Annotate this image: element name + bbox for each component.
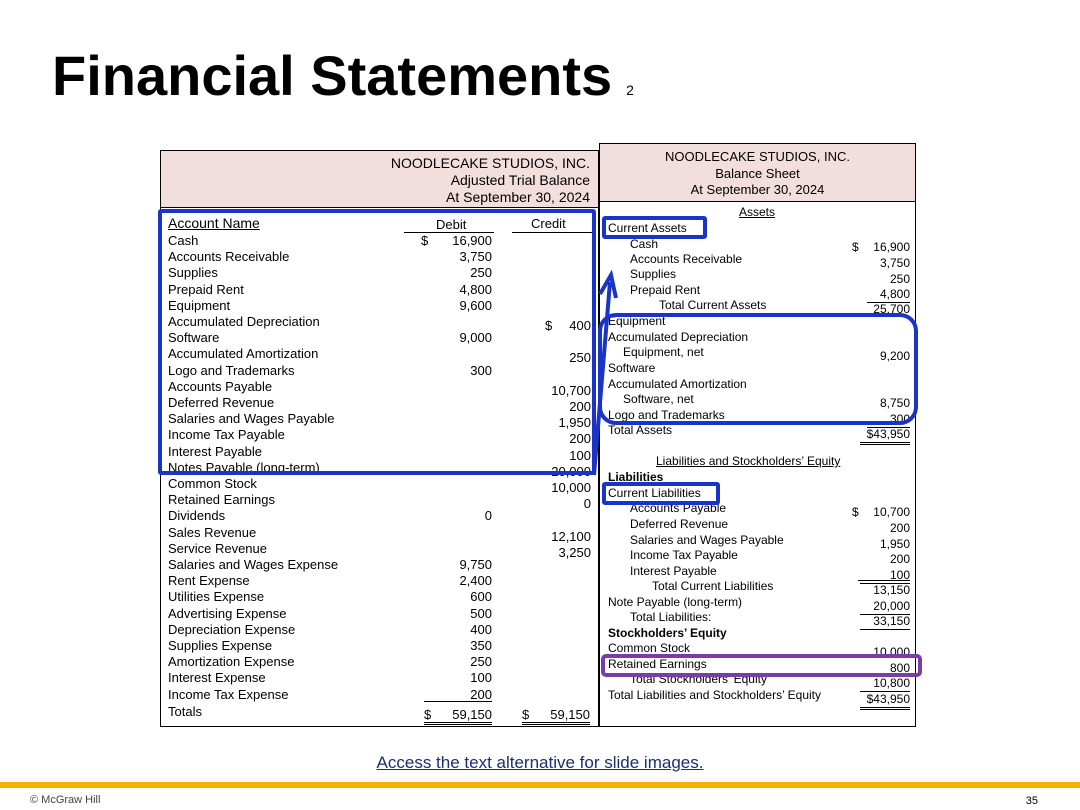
- bs-equip-net-value: 9,200: [879, 349, 910, 363]
- text-alternative-link[interactable]: Access the text alternative for slide images.: [376, 753, 704, 772]
- balance-sheet-header: [600, 144, 915, 202]
- bs-ap-currency: $: [852, 505, 859, 519]
- tb-credit-value: 250: [569, 350, 591, 366]
- tb-col-debit: Debit: [436, 217, 467, 232]
- tb-debit-value: 9,000: [459, 330, 492, 346]
- bs-supplies-value: 250: [889, 272, 910, 286]
- tb-credit-value: 10,000: [551, 480, 591, 495]
- tb-credit-value: 10,700: [551, 382, 591, 398]
- bs-tse-label: Total Stockholders’ Equity: [630, 672, 767, 686]
- bs-tca-value: 25,700: [873, 302, 910, 316]
- tb-account-name: Software: [168, 330, 220, 346]
- tb-credit-value: 200: [569, 399, 591, 414]
- bs-cash-label: Cash: [630, 237, 659, 251]
- tb-credit-value: 100: [569, 447, 591, 463]
- tb-credit-value: 400: [569, 318, 591, 333]
- slide-title: [52, 44, 634, 122]
- tb-account-name: Income Tax Expense: [168, 686, 289, 702]
- bs-prepaid-label: Prepaid Rent: [630, 283, 701, 297]
- bs-np-label: Note Payable (long-term): [608, 595, 743, 609]
- bs-ip-label: Interest Payable: [630, 564, 717, 578]
- bs-np-value: 20,000: [860, 599, 910, 615]
- bs-cash-value: 16,900: [873, 240, 910, 254]
- bs-dr-value: 200: [889, 521, 910, 535]
- tb-name: Adjusted Trial Balance: [450, 172, 590, 188]
- tb-account-name: Equipment: [168, 297, 231, 313]
- bs-accum-dep-label: Accumulated Depreciation: [608, 330, 749, 344]
- copyright: © McGraw Hill: [30, 794, 101, 806]
- tb-debit-value: 250: [470, 265, 492, 281]
- arrow-up-icon: [590, 270, 630, 480]
- tb-account-name: Cash: [168, 233, 199, 248]
- slide-title-suffix: 2: [626, 82, 634, 98]
- bs-software-net-label: Software, net: [623, 392, 694, 406]
- tb-debit-value: 3,750: [459, 249, 492, 265]
- tb-account-name: Salaries and Wages Expense: [168, 557, 339, 572]
- bs-equip-net-label: Equipment, net: [623, 345, 704, 359]
- tb-company: NOODLECAKE STUDIOS, INC.: [390, 155, 590, 171]
- bs-accum-amort-label: Accumulated Amortization: [608, 377, 747, 391]
- bs-ap-label: Accounts Payable: [630, 501, 727, 515]
- bs-cs-value: 10,000: [873, 645, 910, 659]
- tb-col-credit: Credit: [531, 216, 566, 231]
- tb-account-name: Income Tax Payable: [168, 427, 285, 443]
- tb-account-name: Accounts Receivable: [168, 249, 290, 265]
- tb-debit-value: 9,750: [459, 557, 492, 572]
- bs-ar-value: 3,750: [879, 256, 910, 270]
- bs-cs-label: Common Stock: [608, 641, 691, 655]
- tb-debit-value: 4,800: [459, 281, 492, 297]
- bs-tl-label: Total Liabilities:: [630, 610, 712, 624]
- tb-debit-value: 200: [470, 686, 492, 702]
- bs-supplies-label: Supplies: [630, 267, 677, 281]
- tb-account-name: Advertising Expense: [168, 605, 287, 621]
- tb-account-name: Interest Expense: [168, 670, 266, 686]
- tb-credit-value: 3,250: [558, 544, 591, 560]
- bs-ap-value: 10,700: [873, 505, 910, 519]
- bs-prepaid-value: 4,800: [867, 287, 910, 303]
- tb-date: At September 30, 2024: [446, 189, 590, 205]
- tb-credit-currency: $: [545, 318, 553, 333]
- bs-tl-value: 33,150: [860, 614, 910, 630]
- tb-account-name: Interest Payable: [168, 443, 262, 459]
- bs-se-label: Stockholders’ Equity: [608, 626, 727, 640]
- bs-cash-currency: $: [852, 240, 859, 254]
- tb-debit-value: 400: [470, 621, 492, 637]
- bs-logo-value: 300: [867, 412, 910, 428]
- tb-credit-rule: [512, 232, 592, 233]
- bs-tcl-value: 13,150: [873, 583, 910, 597]
- bs-software-label: Software: [608, 361, 656, 375]
- bs-tse-value: 10,800: [860, 676, 910, 692]
- tb-debit-value: 250: [470, 654, 492, 670]
- bs-le-heading: Liabilities and Stockholders’ Equity: [656, 454, 841, 468]
- tb-total-debit: $ 59,150: [424, 707, 492, 725]
- bs-ip-value: 100: [860, 568, 910, 584]
- tb-account-name: Prepaid Rent: [168, 281, 244, 297]
- trial-balance-header: [161, 151, 598, 208]
- bs-total-assets-label: Total Assets: [608, 423, 673, 437]
- tb-totals-label: Totals: [168, 704, 202, 719]
- bs-itp-value: 200: [889, 552, 910, 566]
- tb-credit-value: 0: [583, 496, 591, 512]
- tb-account-name: Amortization Expense: [168, 654, 295, 670]
- tb-credit-value: 20,000: [551, 463, 591, 479]
- bs-equipment-label: Equipment: [608, 314, 666, 328]
- bs-name: Balance Sheet: [715, 165, 800, 181]
- tb-debit-value: 500: [470, 605, 492, 621]
- bs-current-assets-label: Current Assets: [608, 221, 687, 235]
- tb-account-name: Common Stock: [168, 476, 257, 491]
- bs-dr-label: Deferred Revenue: [630, 517, 729, 531]
- tb-account-name: Retained Earnings: [168, 492, 275, 508]
- tb-account-name: Sales Revenue: [168, 524, 257, 540]
- tb-account-name: Supplies: [168, 265, 218, 281]
- footer-bar: [0, 782, 1080, 788]
- bs-re-label: Retained Earnings: [608, 657, 707, 671]
- tb-account-name: Dividends: [168, 508, 226, 524]
- bs-swp-value: 1,950: [879, 537, 910, 551]
- tb-debit-value: 300: [470, 362, 492, 378]
- bs-swp-label: Salaries and Wages Payable: [630, 533, 784, 547]
- slide-title-text: Financial Statements: [52, 44, 613, 107]
- bs-software-net-value: 8,750: [879, 396, 910, 410]
- tb-col-account: Account Name: [168, 215, 260, 231]
- tb-account-name: Deferred Revenue: [168, 395, 275, 410]
- bs-liabilities-label: Liabilities: [608, 470, 664, 484]
- bs-logo-label: Logo and Trademarks: [608, 408, 725, 422]
- bs-current-liabilities-label: Current Liabilities: [608, 486, 701, 500]
- bs-ar-label: Accounts Receivable: [630, 252, 743, 266]
- tb-total-credit: $ 59,150: [522, 707, 590, 725]
- tb-account-name: Utilities Expense: [168, 589, 265, 605]
- tb-account-name: Depreciation Expense: [168, 621, 296, 637]
- bs-assets-heading: Assets: [738, 205, 775, 219]
- bs-itp-label: Income Tax Payable: [630, 548, 738, 562]
- trial-balance-panel: [160, 150, 599, 727]
- tb-debit-value: 0: [484, 508, 492, 524]
- tb-debit-total-rule: [424, 701, 492, 702]
- tb-credit-value: 1,950: [558, 415, 591, 431]
- tb-account-name: Accounts Payable: [168, 378, 273, 394]
- tb-account-name: Accumulated Depreciation: [168, 314, 320, 329]
- tb-debit-value: 350: [470, 638, 492, 653]
- tb-account-name: Accumulated Amortization: [168, 346, 319, 362]
- tb-debit-currency: $: [421, 233, 429, 248]
- tb-account-name: Notes Payable (long-term): [168, 459, 320, 475]
- bs-total-assets-value: $43,950: [860, 427, 910, 445]
- tb-credit-value: 200: [569, 431, 591, 447]
- page-number: 35: [1025, 795, 1038, 807]
- tb-account-name: Logo and Trademarks: [168, 362, 295, 378]
- tb-debit-value: 9,600: [459, 297, 492, 313]
- bs-tca-label: Total Current Assets: [659, 298, 767, 312]
- bs-tle-label: Total Liabilities and Stockholders’ Equity: [608, 688, 822, 702]
- bs-date: At September 30, 2024: [690, 182, 825, 197]
- bs-company: NOODLECAKE STUDIOS, INC.: [665, 149, 850, 164]
- tb-account-name: Salaries and Wages Payable: [168, 411, 335, 427]
- balance-sheet-panel: [599, 143, 916, 727]
- tb-debit-value: 16,900: [452, 233, 492, 248]
- bs-re-value: 800: [860, 661, 910, 677]
- tb-debit-value: 2,400: [459, 573, 492, 589]
- bs-tle-value: $43,950: [860, 692, 910, 710]
- tb-credit-value: 12,100: [551, 528, 591, 544]
- tb-account-name: Supplies Expense: [168, 638, 273, 653]
- tb-account-name: Service Revenue: [168, 540, 267, 556]
- bs-tcl-label: Total Current Liabilities: [652, 579, 774, 593]
- tb-account-name: Rent Expense: [168, 573, 250, 589]
- bs-tcl-rule: [858, 580, 910, 581]
- tb-debit-value: 100: [470, 670, 492, 686]
- tb-debit-value: 600: [470, 589, 492, 605]
